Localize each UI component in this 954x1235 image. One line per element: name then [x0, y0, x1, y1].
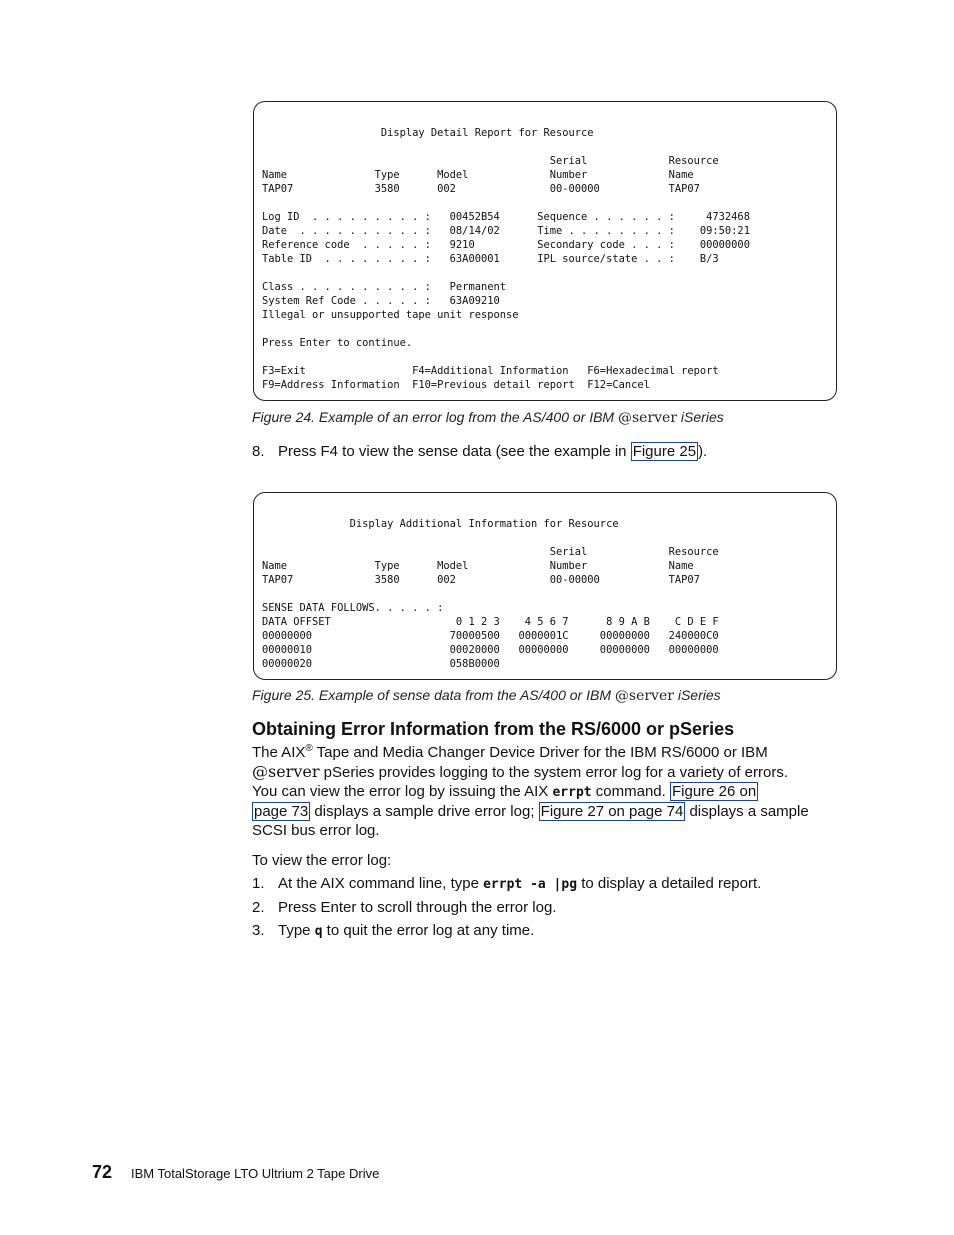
- figure-25-link[interactable]: Figure 25: [632, 443, 697, 460]
- figure-25-screen-text: Display Additional Information for Resource Serial Resource Name Type Model Number Name TAP07 3580 002 00-00000 TAP07 SENSE DATA FOLLOWS. . . . . : DATA OFFSET 0 1 2 3 4 5 6 7 8 9 A B C D E F 00000000 70000500 0000001C 00000000 240000C0 00000010 00020000 00000000 00000000 00000000 00000020 058B0000: [262, 518, 719, 670]
- errpt-command: errpt: [552, 785, 592, 800]
- page-number: 72: [92, 1162, 113, 1182]
- figure-24-screen: [253, 101, 837, 401]
- figure-27-link[interactable]: Figure 27 on page 74: [540, 803, 684, 820]
- errpt-pg-command: errpt -a |pg: [483, 877, 578, 892]
- step-1: 1. At the AIX command line, type errpt -a |pg to display a detailed report.: [252, 875, 762, 892]
- figure-24-screen-text: Display Detail Report for Resource Serial Resource Name Type Model Number Name TAP07 3580 002 00-00000 TAP07 Log ID . . . . . . . . . : 00452B54 Sequence . . . . . . : 4732468 Date . . . . . . . . . . : 08/14/02 Time . . . . . . . . : 09:50:21 Reference code . . . . . : 9210 Secondary code . . . : 00000000 Table ID . . . . . . . . : 63A00001 IPL source/state . . : B/3 Class . . . . . . . . . . : Permanent System Ref Code . . . . . : 63A09210 Illegal or unsupported tape unit response Press Enter to continue. F3=Exit F4=Additional Information F6=Hexadecimal report F9=Address Information F10=Previous detail report F12=Cancel: [262, 127, 750, 391]
- figure-26-link[interactable]: Figure 26 on: [671, 783, 757, 800]
- figure-25-screen: [253, 492, 837, 680]
- figure-26-link-page[interactable]: page 73: [254, 803, 309, 820]
- view-log-intro: To view the error log:: [252, 852, 392, 869]
- section-heading: Obtaining Error Information from the RS/6000 or pSeries: [252, 719, 735, 739]
- step-8: 8. Press F4 to view the sense data (see the example in Figure 25 ).: [252, 443, 708, 460]
- eserver-logo: @server: [617, 410, 678, 426]
- figure-24-caption: Figure 24. Example of an error log from the AS/400 or IBM @server iSeries: [252, 409, 724, 426]
- step-2: 2. Press Enter to scroll through the error log.: [252, 899, 557, 916]
- figure-25-caption: Figure 25. Example of sense data from the AS/400 or IBM @server iSeries: [252, 687, 721, 704]
- footer-title: IBM TotalStorage LTO Ultrium 2 Tape Drive: [131, 1166, 380, 1181]
- q-command: q: [314, 924, 323, 939]
- intro-paragraph: The AIX® Tape and Media Changer Device Driver for the IBM RS/6000 or IBM @server pSeries provides logging to the system error log for a variety of errors. You can view the error log by issuing the AIX errpt command. Figure 26 on page 73 displays a sample drive error log; Figure 27 on page 74 displays a sample SCSI bus error log.: [252, 743, 809, 839]
- eserver-logo: @server: [614, 688, 674, 704]
- eserver-logo: @server: [252, 762, 320, 781]
- step-3: 3. Type q to quit the error log at any time.: [252, 922, 535, 939]
